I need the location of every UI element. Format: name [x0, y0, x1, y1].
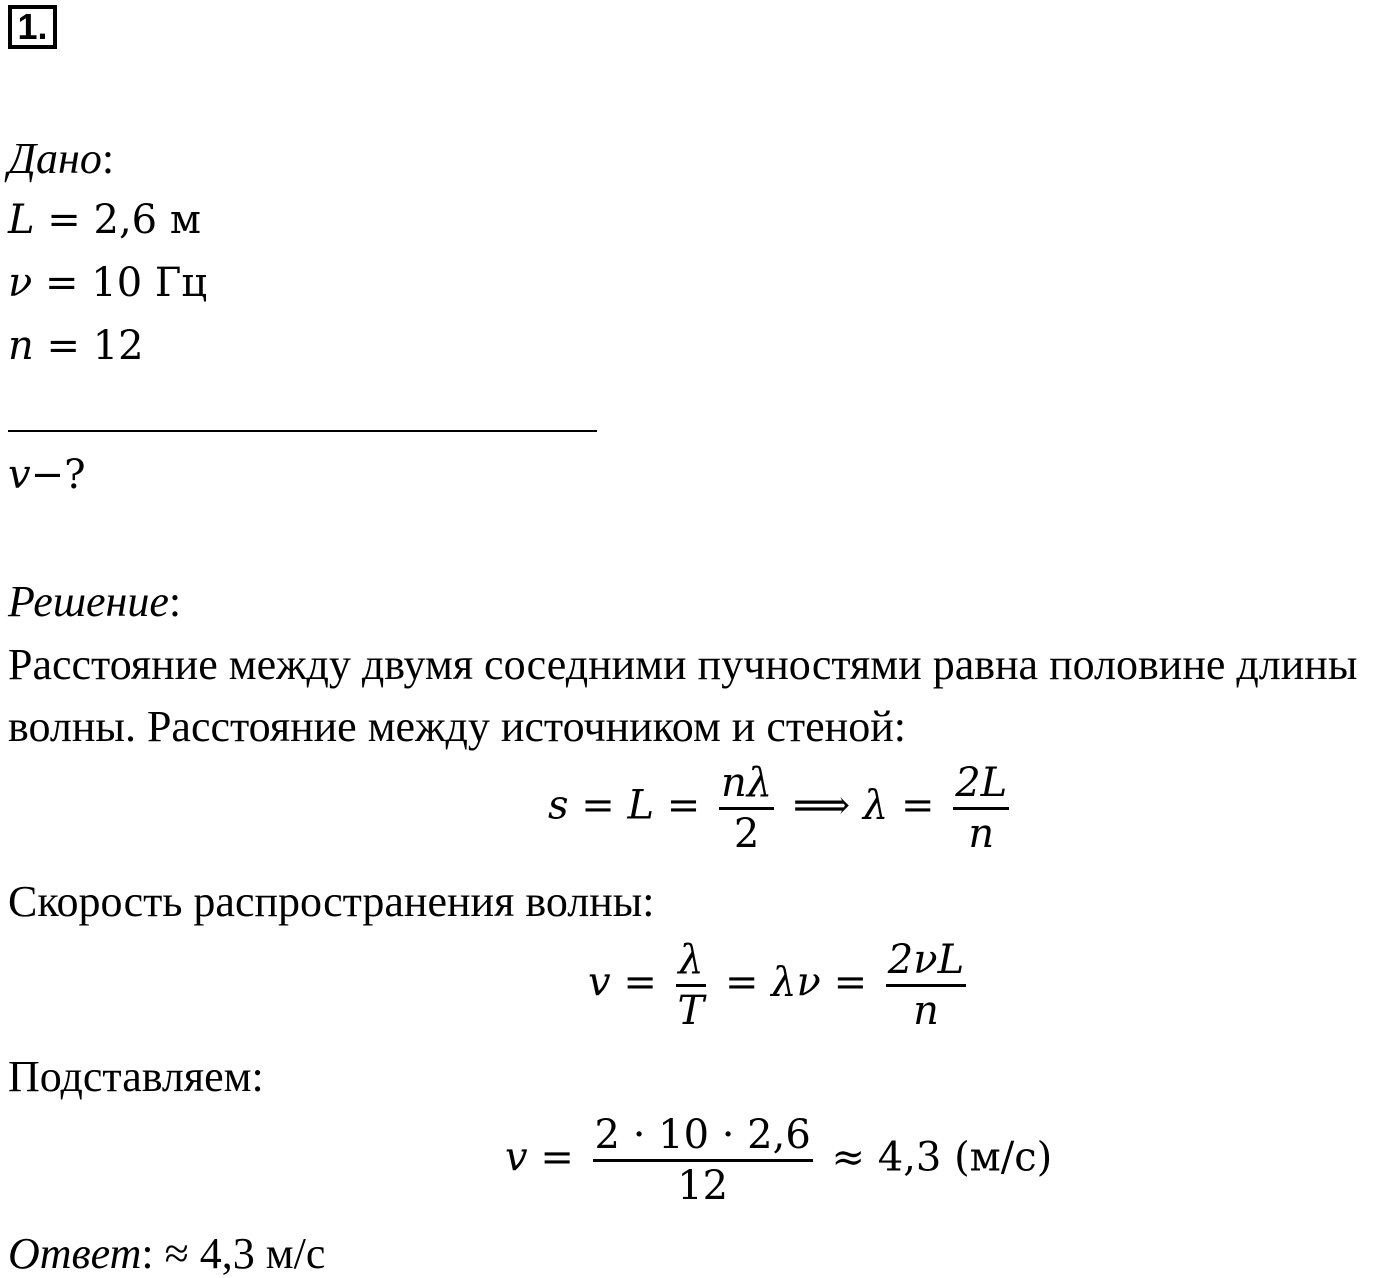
- formula-speed: [588, 937, 972, 1034]
- formula3-left: v =: [505, 1134, 587, 1181]
- formula1-frac2-denominator: n: [968, 811, 995, 857]
- given-colon: :: [101, 134, 115, 183]
- formula2-mid: = λν =: [712, 959, 880, 1006]
- given-heading: [8, 134, 115, 183]
- given-label: Дано: [8, 134, 102, 183]
- answer-text: : ≈ 4,3 м/с: [141, 1229, 326, 1278]
- solution-paragraph-line2: волны. Расстояние между источником и стеной:: [8, 702, 906, 751]
- formula2-frac2-numerator: 2νL: [886, 940, 966, 987]
- formula1-left: s = L =: [548, 782, 713, 829]
- given-var-length: L: [8, 197, 35, 243]
- formula3-numerator: 2 · 10 · 2,6: [593, 1115, 813, 1162]
- answer-label: Ответ: [8, 1229, 142, 1278]
- formula-substitution: [505, 1112, 1053, 1209]
- answer-line: [8, 1229, 326, 1278]
- formula2-fraction1: [676, 937, 707, 1034]
- given-value-frequency: = 10 Гц: [32, 260, 208, 306]
- given-line-count: [8, 323, 144, 369]
- formula1-frac1-numerator: nλ: [719, 763, 774, 810]
- formula2-fraction2: [886, 937, 966, 1034]
- substitute-line: Подставляем:: [8, 1052, 264, 1101]
- formula2-left: v =: [588, 959, 670, 1006]
- problem-number: 1.: [17, 6, 48, 47]
- solution-colon: :: [168, 577, 182, 626]
- given-line-frequency: [8, 260, 208, 306]
- unknown-line: [8, 452, 86, 498]
- problem-number-box: [8, 5, 57, 49]
- formula3-fraction: [593, 1112, 813, 1209]
- solution-paragraph-line1: Расстояние между двумя соседними пучностями равна половине длины: [8, 640, 1358, 689]
- given-divider: [8, 430, 597, 432]
- formula1-frac1-denominator: 2: [733, 811, 760, 857]
- formula3-denominator: 12: [677, 1163, 729, 1209]
- given-value-count: = 12: [33, 323, 144, 369]
- solution-heading: [8, 577, 182, 626]
- formula3-result: ≈ 4,3 (м/с): [818, 1134, 1053, 1181]
- formula1-fraction2: [953, 760, 1009, 857]
- formula1-mid: ⟹ λ =: [780, 782, 948, 829]
- formula2-frac2-denominator: n: [913, 988, 939, 1034]
- unknown-var: v: [8, 452, 31, 498]
- formula1-fraction1: [719, 760, 774, 857]
- given-var-count: n: [8, 323, 34, 369]
- given-line-length: [8, 197, 201, 243]
- formula2-frac1-denominator: T: [677, 988, 705, 1034]
- given-value-length: = 2,6 м: [34, 197, 201, 243]
- speed-line: Скорость распространения волны:: [8, 877, 655, 926]
- given-var-frequency: ν: [8, 260, 33, 306]
- formula-wavelength: [548, 760, 1015, 857]
- formula1-frac2-numerator: 2L: [953, 763, 1009, 810]
- formula2-frac1-numerator: λ: [676, 940, 707, 987]
- solution-label: Решение: [8, 577, 169, 626]
- unknown-rest: −?: [30, 452, 86, 498]
